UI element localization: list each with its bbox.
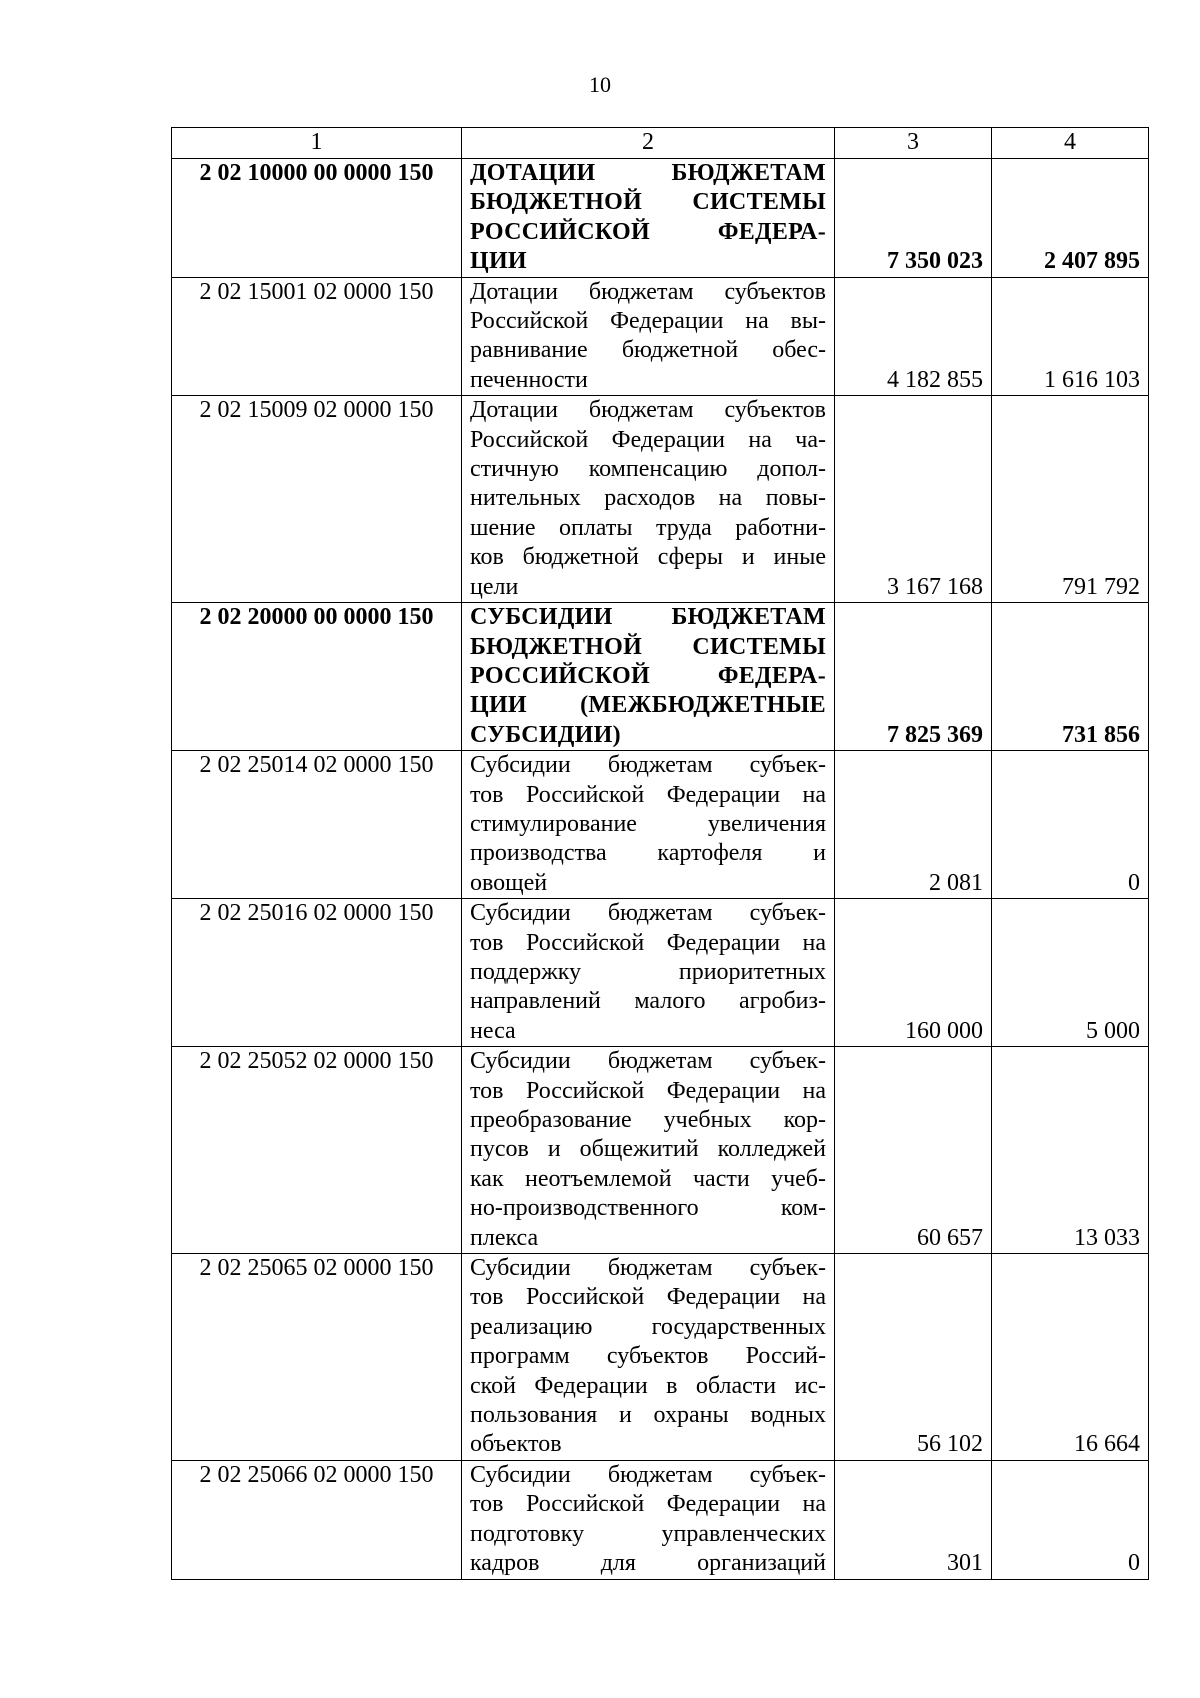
page-number: 10 bbox=[589, 72, 611, 97]
description-cell bbox=[462, 1254, 835, 1461]
description-line: шение оплаты труда работни- bbox=[470, 514, 826, 541]
description-line: БЮДЖЕТНОЙ СИСТЕМЫ bbox=[470, 633, 826, 660]
description-line: подготовку управленческих bbox=[470, 1520, 826, 1547]
description-line: ков бюджетной сферы и иные bbox=[470, 544, 826, 571]
table-row bbox=[172, 1254, 1149, 1461]
description-line: тов Российской Федерации на bbox=[470, 929, 826, 956]
table-body bbox=[172, 159, 1149, 1580]
amount-col3-cell: 7 350 023 bbox=[835, 159, 992, 278]
description-cell bbox=[462, 159, 835, 278]
amount-col3-cell: 2 081 bbox=[835, 751, 992, 899]
budget-code-cell: 2 02 10000 00 0000 150 bbox=[172, 159, 462, 278]
column-header-3: 3 bbox=[835, 128, 992, 159]
description-line: Российской Федерации на вы- bbox=[470, 308, 826, 335]
table-row bbox=[172, 159, 1149, 278]
table-row bbox=[172, 899, 1149, 1047]
table-row bbox=[172, 396, 1149, 603]
amount-col3-cell: 160 000 bbox=[835, 899, 992, 1047]
amount-col4-cell: 0 bbox=[992, 751, 1149, 899]
description-line: стичную компенсацию допол- bbox=[470, 456, 826, 483]
description-line: поддержку приоритетных bbox=[470, 958, 826, 985]
description-line: Российской Федерации на ча- bbox=[470, 426, 826, 453]
description-line: тов Российской Федерации на bbox=[470, 781, 826, 808]
description-line: тов Российской Федерации на bbox=[470, 1077, 826, 1104]
description-line: СУБСИДИИ БЮДЖЕТАМ bbox=[470, 604, 826, 631]
budget-code-cell: 2 02 25014 02 0000 150 bbox=[172, 751, 462, 899]
description-line: плекса bbox=[470, 1224, 539, 1251]
description-line: объектов bbox=[470, 1431, 562, 1458]
description-line: преобразование учебных кор- bbox=[470, 1107, 826, 1133]
amount-col3-cell: 56 102 bbox=[835, 1254, 992, 1461]
description-line: равнивание бюджетной обес- bbox=[470, 337, 826, 364]
budget-code-cell: 2 02 15009 02 0000 150 bbox=[172, 396, 462, 603]
budget-code-cell: 2 02 25066 02 0000 150 bbox=[172, 1460, 462, 1579]
budget-table bbox=[171, 127, 1149, 1580]
column-header-2: 2 bbox=[462, 128, 835, 159]
table-row bbox=[172, 1460, 1149, 1579]
description-line: направлений малого агробиз- bbox=[470, 988, 826, 1015]
table-row bbox=[172, 603, 1149, 751]
description-line: Субсидии бюджетам субъек- bbox=[470, 752, 826, 779]
budget-code-cell: 2 02 25052 02 0000 150 bbox=[172, 1047, 462, 1254]
description-line: Субсидии бюджетам субъек- bbox=[470, 1255, 826, 1282]
column-header-1: 1 bbox=[172, 128, 462, 159]
description-line: Субсидии бюджетам субъек- bbox=[470, 1461, 826, 1488]
description-cell bbox=[462, 277, 835, 396]
amount-col4-cell: 13 033 bbox=[992, 1047, 1149, 1254]
description-line: пусов и общежитий колледжей bbox=[470, 1136, 826, 1163]
amount-col4-cell: 731 856 bbox=[992, 603, 1149, 751]
budget-code-cell: 2 02 15001 02 0000 150 bbox=[172, 277, 462, 396]
amount-col4-cell: 0 bbox=[992, 1460, 1149, 1579]
table-header-row bbox=[172, 128, 1149, 159]
description-line: но-производственного ком- bbox=[470, 1195, 826, 1222]
description-line: Дотации бюджетам субъектов bbox=[470, 278, 826, 305]
description-cell bbox=[462, 751, 835, 899]
amount-col4-cell: 2 407 895 bbox=[992, 159, 1149, 278]
amount-col3-cell: 7 825 369 bbox=[835, 603, 992, 751]
description-line: ЦИИ (МЕЖБЮДЖЕТНЫЕ bbox=[470, 692, 826, 719]
amount-col3-cell: 60 657 bbox=[835, 1047, 992, 1254]
description-line: нительных расходов на повы- bbox=[470, 485, 826, 512]
description-line: Дотации бюджетам субъектов bbox=[470, 397, 826, 424]
description-line: РОССИЙСКОЙ ФЕДЕРА- bbox=[470, 218, 826, 245]
description-cell bbox=[462, 899, 835, 1047]
description-line: печенности bbox=[470, 366, 588, 393]
description-line: ской Федерации в области ис- bbox=[470, 1372, 826, 1399]
column-header-4: 4 bbox=[992, 128, 1149, 159]
table-row bbox=[172, 277, 1149, 396]
description-line: неса bbox=[470, 1017, 516, 1044]
description-cell bbox=[462, 1460, 835, 1579]
budget-code-cell: 2 02 25065 02 0000 150 bbox=[172, 1254, 462, 1461]
description-line: тов Российской Федерации на bbox=[470, 1284, 826, 1311]
description-line: ЦИИ bbox=[470, 248, 527, 275]
description-line: программ субъектов Россий- bbox=[470, 1343, 826, 1370]
description-line: ДОТАЦИИ БЮДЖЕТАМ bbox=[470, 160, 826, 186]
budget-code-cell: 2 02 25016 02 0000 150 bbox=[172, 899, 462, 1047]
amount-col3-cell: 3 167 168 bbox=[835, 396, 992, 603]
description-line: тов Российской Федерации на bbox=[470, 1491, 826, 1518]
description-cell bbox=[462, 396, 835, 603]
description-cell bbox=[462, 603, 835, 751]
description-line: производства картофеля и bbox=[470, 840, 826, 867]
description-line: как неотъемлемой части учеб- bbox=[470, 1165, 826, 1192]
amount-col4-cell: 791 792 bbox=[992, 396, 1149, 603]
table-row bbox=[172, 1047, 1149, 1254]
description-line: БЮДЖЕТНОЙ СИСТЕМЫ bbox=[470, 189, 826, 216]
amount-col3-cell: 301 bbox=[835, 1460, 992, 1579]
description-line: СУБСИДИИ) bbox=[470, 721, 621, 748]
amount-col4-cell: 1 616 103 bbox=[992, 277, 1149, 396]
description-line: цели bbox=[470, 573, 519, 600]
description-cell bbox=[462, 1047, 835, 1254]
description-line: овощей bbox=[470, 869, 548, 896]
description-line: пользования и охраны водных bbox=[470, 1402, 826, 1429]
description-line: реализацию государственных bbox=[470, 1313, 826, 1340]
description-line: стимулирование увеличения bbox=[470, 810, 826, 837]
amount-col4-cell: 5 000 bbox=[992, 899, 1149, 1047]
table-row bbox=[172, 751, 1149, 899]
description-line: Субсидии бюджетам субъек- bbox=[470, 900, 826, 927]
budget-code-cell: 2 02 20000 00 0000 150 bbox=[172, 603, 462, 751]
amount-col4-cell: 16 664 bbox=[992, 1254, 1149, 1461]
amount-col3-cell: 4 182 855 bbox=[835, 277, 992, 396]
description-line: РОССИЙСКОЙ ФЕДЕРА- bbox=[470, 662, 826, 689]
description-line: кадров для организаций bbox=[470, 1550, 826, 1577]
description-line: Субсидии бюджетам субъек- bbox=[470, 1048, 826, 1075]
